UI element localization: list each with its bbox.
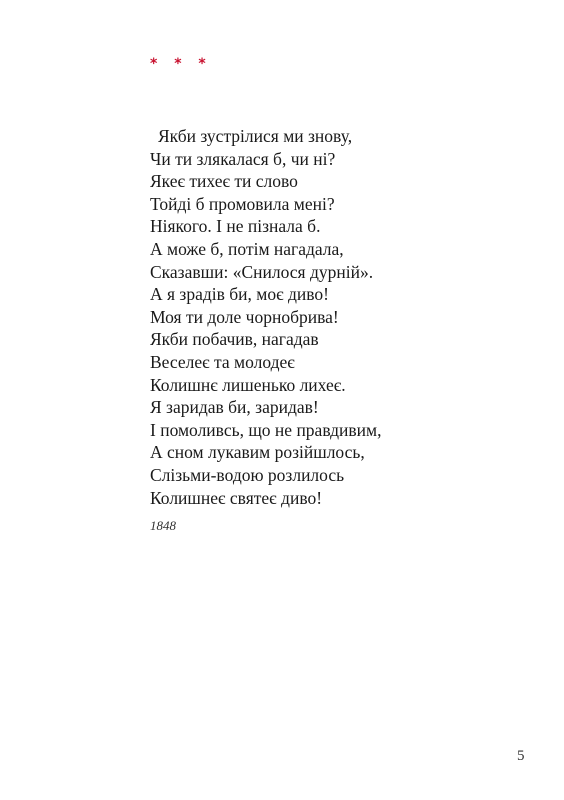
poem-line: Чи ти злякалася б, чи ні? bbox=[150, 148, 336, 169]
poem-line: Я заридав би, заридав! bbox=[150, 397, 319, 418]
poem-line: Слізьми-водою розлилось bbox=[150, 464, 345, 485]
poem-line: Якеє тихеє ти слово bbox=[150, 171, 298, 192]
page-number: 5 bbox=[517, 748, 525, 764]
poem-line: А я зрадів би, моє диво! bbox=[150, 284, 329, 305]
poem-line: А може б, потім нагадала, bbox=[150, 238, 344, 259]
poem-line: Якби побачив, нагадав bbox=[150, 329, 319, 350]
poem-line: Веселеє та молодеє bbox=[150, 351, 295, 372]
poem-line: Колишнеє святеє диво! bbox=[150, 487, 323, 508]
poem-year: 1848 bbox=[150, 518, 176, 533]
section-ornament: * * * bbox=[150, 56, 212, 72]
poem-line: Тойді б промовила мені? bbox=[150, 193, 335, 214]
poem-line: Моя ти доле чорнобрива! bbox=[150, 306, 339, 327]
poem-line: А сном лукавим розійшлось, bbox=[150, 442, 365, 463]
poem-line: І помоливсь, що не правдивим, bbox=[150, 419, 382, 440]
poem-line: Якби зустрілися ми знову, bbox=[158, 126, 353, 146]
poem-line: Ніякого. І не пізнала б. bbox=[150, 216, 321, 237]
poem-line: Сказавши: «Снилося дурній». bbox=[150, 261, 374, 282]
poem-text bbox=[150, 125, 530, 509]
poem-line: Колишнє лишенько лихеє. bbox=[150, 374, 346, 395]
